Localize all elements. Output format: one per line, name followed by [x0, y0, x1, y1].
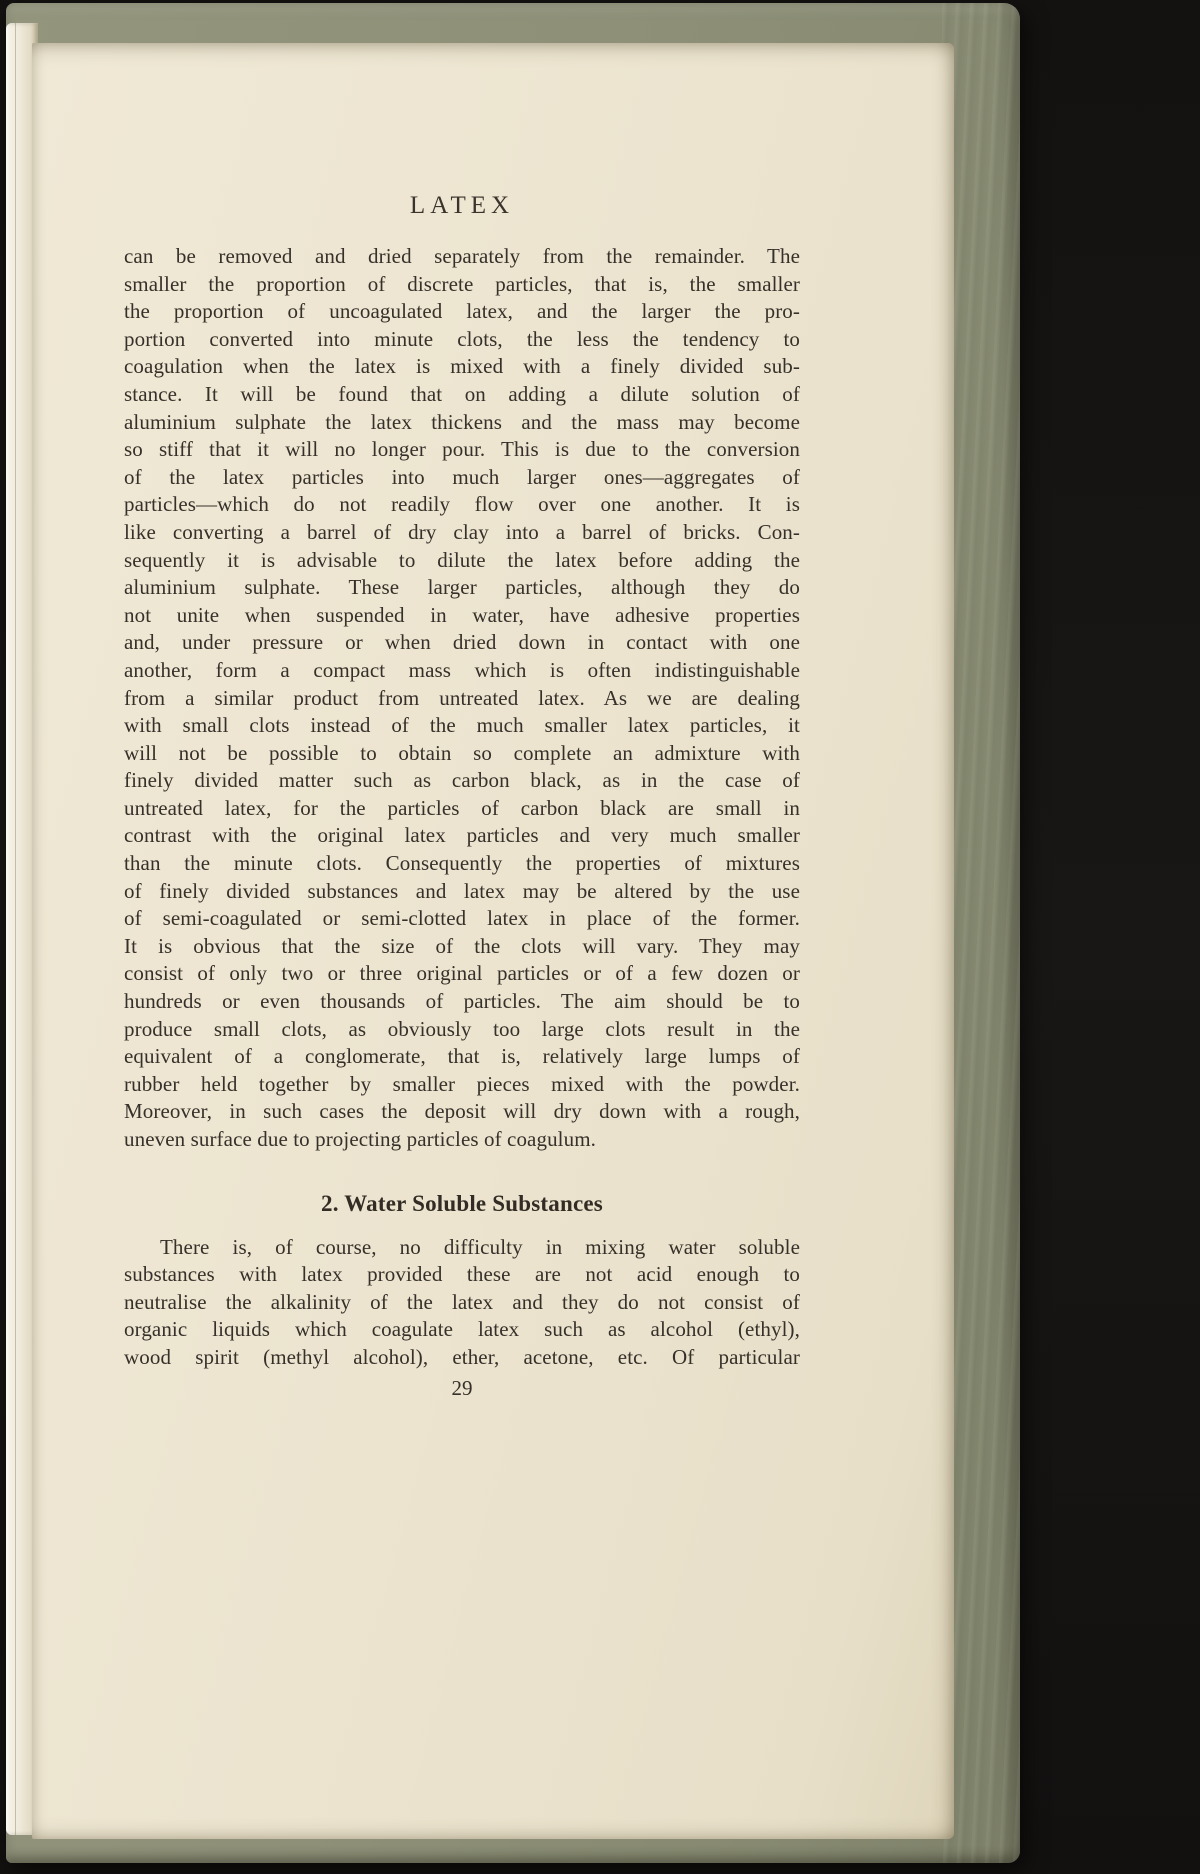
text-line: There is, of course, no difficulty in mixing water soluble [160, 1234, 800, 1259]
text-line: so stiff that it will no longer pour. This is due to the conversion [124, 437, 800, 462]
text-line: of semi-coagulated or semi-clotted latex in place of the former. [124, 906, 800, 931]
section-heading: 2. Water Soluble Substances [321, 1190, 603, 1216]
text-line: particles—which do not readily flow over one another. It is [124, 492, 800, 517]
text-line: coagulation when the latex is mixed with a finely divided sub- [124, 354, 800, 379]
text-line: organic liquids which coagulate latex such as alcohol (ethyl), [124, 1317, 800, 1342]
page-number: 29 [451, 1375, 473, 1400]
text-line: produce small clots, as obviously too large clots result in the [124, 1016, 800, 1041]
text-line: not unite when suspended in water, have adhesive properties [124, 602, 800, 627]
text-line: of finely divided substances and latex may be altered by the use [124, 878, 800, 903]
text-line: will not be possible to obtain so complete an admixture with [124, 740, 800, 765]
text-line: contrast with the original latex particles and very much smaller [124, 823, 800, 848]
body-paragraph-2 [124, 1234, 800, 1372]
text-line: stance. It will be found that on adding a dilute solution of [124, 381, 800, 406]
text-line: rubber held together by smaller pieces mixed with the powder. [124, 1071, 800, 1096]
text-line: substances with latex provided these are not acid enough to [124, 1262, 800, 1287]
text-line: aluminium sulphate. These larger particles, although they do [124, 575, 800, 600]
text-line: uneven surface due to projecting particles of coagulum. [124, 1127, 596, 1151]
text-line: of the latex particles into much larger ones—aggregates of [124, 464, 800, 489]
text-line: untreated latex, for the particles of carbon black are small in [124, 795, 800, 820]
text-line: aluminium sulphate the latex thickens and the mass may become [124, 409, 800, 434]
text-line: sequently it is advisable to dilute the latex before adding the [124, 547, 800, 572]
text-line: and, under pressure or when dried down in contact with one [124, 630, 800, 655]
text-line: from a similar product from untreated latex. As we are dealing [124, 685, 800, 710]
text-line: finely divided matter such as carbon black, as in the case of [124, 768, 800, 793]
text-line: It is obvious that the size of the clots will vary. They may [124, 933, 800, 958]
text-line: wood spirit (methyl alcohol), ether, acetone, etc. Of particular [124, 1344, 800, 1369]
text-line: smaller the proportion of discrete particles, that is, the smaller [124, 271, 800, 296]
text-line: the proportion of uncoagulated latex, and the larger the pro- [124, 299, 800, 324]
text-line: with small clots instead of the much smaller latex particles, it [124, 713, 800, 738]
text-line: neutralise the alkalinity of the latex and they do not consist of [124, 1289, 800, 1314]
text-line: than the minute clots. Consequently the properties of mixtures [124, 851, 800, 876]
text-line: consist of only two or three original particles or of a few dozen or [124, 961, 800, 986]
running-head: LATEX [409, 192, 515, 219]
text-line: equivalent of a conglomerate, that is, relatively large lumps of [124, 1044, 800, 1069]
text-line: like converting a barrel of dry clay into a barrel of bricks. Con- [124, 519, 800, 544]
text-line: portion converted into minute clots, the less the tendency to [124, 326, 800, 351]
book-cover [6, 3, 1020, 1863]
body-paragraph-1 [124, 243, 800, 1154]
text-line: Moreover, in such cases the deposit will dry down with a rough, [124, 1099, 800, 1124]
text-line: can be removed and dried separately from the remainder. The [124, 244, 800, 268]
text-line: hundreds or even thousands of particles. The aim should be to [124, 989, 800, 1014]
page-content [124, 191, 800, 1401]
text-line: another, form a compact mass which is often indistinguishable [124, 657, 800, 682]
book-page [32, 43, 954, 1839]
